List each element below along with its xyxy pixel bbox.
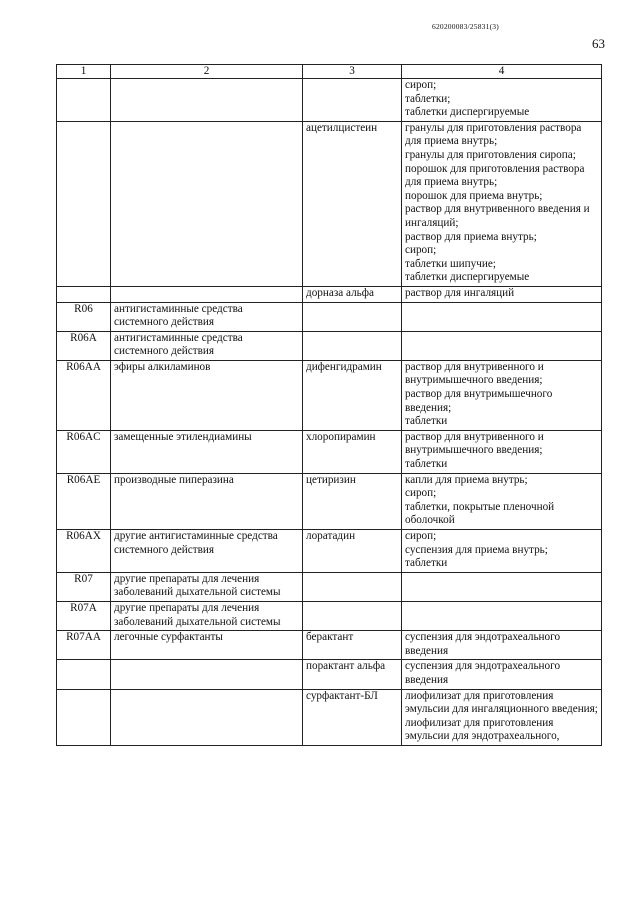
group-cell: другие антигистаминные средства системного действия bbox=[111, 530, 303, 573]
code-cell bbox=[57, 689, 111, 745]
group-cell: замещенные этилендиамины bbox=[111, 430, 303, 473]
dosage-form: таблетки диспергируемые bbox=[405, 271, 530, 284]
forms-cell bbox=[402, 530, 602, 573]
code-cell: R07A bbox=[57, 601, 111, 630]
drug-cell bbox=[303, 302, 402, 331]
forms-cell bbox=[402, 121, 602, 286]
drug-cell bbox=[303, 601, 402, 630]
dosage-form: суспензия для эндотрахеального введения bbox=[405, 631, 561, 657]
drug-cell bbox=[303, 331, 402, 360]
dosage-form: раствор для ингаляций bbox=[405, 286, 515, 299]
drug-cell: дорназа альфа bbox=[303, 286, 402, 302]
group-cell: производные пиперазина bbox=[111, 473, 303, 529]
group-cell: антигистаминные средства системного действия bbox=[111, 302, 303, 331]
dosage-form: суспензия для эндотрахеального введения bbox=[405, 660, 561, 686]
table-row bbox=[57, 631, 602, 660]
group-cell: другие препараты для лечения заболеваний дыхательной системы bbox=[111, 572, 303, 601]
table-row bbox=[57, 530, 602, 573]
table-row bbox=[57, 572, 602, 601]
dosage-form: таблетки шипучие; bbox=[405, 257, 496, 270]
code-cell bbox=[57, 79, 111, 122]
table-row bbox=[57, 331, 602, 360]
table-row bbox=[57, 601, 602, 630]
dosage-form: таблетки, покрытые пленочной оболочкой bbox=[405, 500, 555, 527]
dosage-form: раствор для приема внутрь; bbox=[405, 230, 537, 243]
code-cell: R07 bbox=[57, 572, 111, 601]
forms-cell bbox=[402, 572, 602, 601]
group-cell: легочные сурфактанты bbox=[111, 631, 303, 660]
table-row bbox=[57, 473, 602, 529]
group-cell bbox=[111, 286, 303, 302]
forms-cell bbox=[402, 331, 602, 360]
dosage-form: лиофилизат для приготовления эмульсии для эндотрахеального, bbox=[405, 716, 560, 743]
table-row bbox=[57, 121, 602, 286]
dosage-form: таблетки bbox=[405, 557, 448, 570]
forms-cell bbox=[402, 79, 602, 122]
drug-cell: дифенгидрамин bbox=[303, 360, 402, 430]
dosage-form: таблетки bbox=[405, 458, 448, 471]
table-row bbox=[57, 689, 602, 745]
dosage-form: суспензия для приема внутрь; bbox=[405, 543, 548, 556]
table-row bbox=[57, 360, 602, 430]
column-header: 4 bbox=[402, 65, 602, 79]
dosage-form: порошок для приготовления раствора для приема внутрь; bbox=[405, 162, 585, 189]
dosage-form: таблетки диспергируемые bbox=[405, 106, 530, 119]
group-cell bbox=[111, 660, 303, 689]
forms-cell bbox=[402, 286, 602, 302]
dosage-form: капли для приема внутрь; bbox=[405, 473, 528, 486]
code-cell: R06A bbox=[57, 331, 111, 360]
dosage-form: сироп; bbox=[405, 487, 437, 500]
drug-table bbox=[56, 64, 602, 746]
dosage-form: гранулы для приготовления сиропа; bbox=[405, 148, 576, 161]
table-row bbox=[57, 430, 602, 473]
code-cell bbox=[57, 286, 111, 302]
code-cell: R06AA bbox=[57, 360, 111, 430]
group-cell: другие препараты для лечения заболеваний дыхательной системы bbox=[111, 601, 303, 630]
forms-cell bbox=[402, 631, 602, 660]
dosage-form: лиофилизат для приготовления эмульсии для ингаляционного введения; bbox=[405, 689, 598, 716]
dosage-form: раствор для внутримышечного введения; bbox=[405, 388, 553, 414]
drug-cell: порактант альфа bbox=[303, 660, 402, 689]
drug-cell bbox=[303, 79, 402, 122]
forms-cell bbox=[402, 601, 602, 630]
column-header: 3 bbox=[303, 65, 402, 79]
drug-cell: хлоропирамин bbox=[303, 430, 402, 473]
drug-cell: сурфактант-БЛ bbox=[303, 689, 402, 745]
dosage-form: раствор для внутривенного и внутримышечного введения; bbox=[405, 360, 544, 387]
forms-cell bbox=[402, 360, 602, 430]
code-cell bbox=[57, 121, 111, 286]
forms-cell bbox=[402, 302, 602, 331]
forms-cell bbox=[402, 689, 602, 745]
header-row bbox=[57, 65, 602, 79]
table-row bbox=[57, 302, 602, 331]
table-row bbox=[57, 79, 602, 122]
drug-cell bbox=[303, 572, 402, 601]
forms-cell bbox=[402, 473, 602, 529]
dosage-form: раствор для внутривенного введения и ингаляций; bbox=[405, 203, 590, 229]
column-header: 2 bbox=[111, 65, 303, 79]
column-header: 1 bbox=[57, 65, 111, 79]
group-cell bbox=[111, 121, 303, 286]
dosage-form: раствор для внутривенного и внутримышечного введения; bbox=[405, 430, 544, 457]
code-cell: R07AA bbox=[57, 631, 111, 660]
table-row bbox=[57, 660, 602, 689]
dosage-form: таблетки bbox=[405, 415, 448, 428]
dosage-form: сироп; bbox=[405, 79, 437, 91]
dosage-form: сироп; bbox=[405, 530, 437, 542]
document-code: 620200083/25831(3) bbox=[432, 22, 499, 31]
code-cell: R06AC bbox=[57, 430, 111, 473]
forms-cell bbox=[402, 430, 602, 473]
drug-cell: лоратадин bbox=[303, 530, 402, 573]
code-cell: R06AE bbox=[57, 473, 111, 529]
dosage-form: таблетки; bbox=[405, 92, 451, 105]
group-cell: антигистаминные средства системного действия bbox=[111, 331, 303, 360]
table-body bbox=[57, 79, 602, 746]
group-cell bbox=[111, 689, 303, 745]
dosage-form: гранулы для приготовления раствора для приема внутрь; bbox=[405, 121, 582, 148]
page-number: 63 bbox=[592, 36, 605, 51]
forms-cell bbox=[402, 660, 602, 689]
code-cell: R06AX bbox=[57, 530, 111, 573]
table-row bbox=[57, 286, 602, 302]
group-cell: эфиры алкиламинов bbox=[111, 360, 303, 430]
drug-cell: цетиризин bbox=[303, 473, 402, 529]
dosage-form: порошок для приема внутрь; bbox=[405, 189, 543, 202]
dosage-form: сироп; bbox=[405, 244, 437, 257]
code-cell bbox=[57, 660, 111, 689]
code-cell: R06 bbox=[57, 302, 111, 331]
group-cell bbox=[111, 79, 303, 122]
drug-cell: ацетилцистеин bbox=[303, 121, 402, 286]
drug-cell: берактант bbox=[303, 631, 402, 660]
